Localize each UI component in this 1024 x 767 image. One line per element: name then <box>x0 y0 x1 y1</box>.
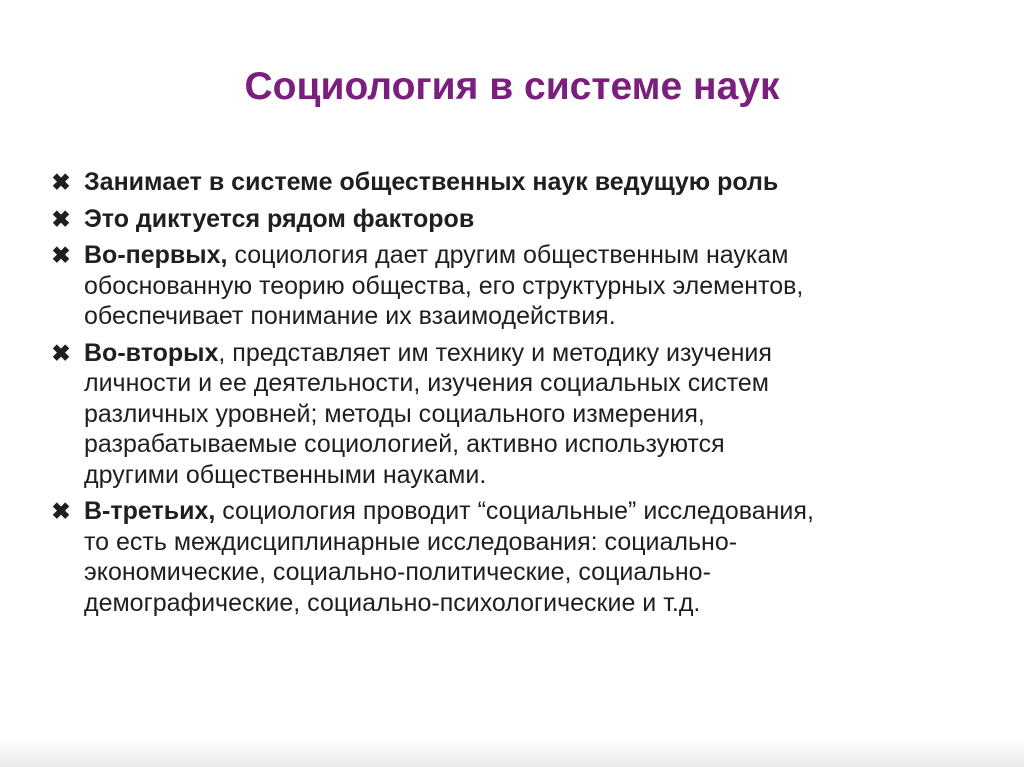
bullet-line <box>84 460 998 491</box>
bullet-bold-text: Занимает в системе общественных наук ведущую роль <box>84 168 779 196</box>
slide-title: Социология в системе наук <box>244 65 780 108</box>
bullet-text: социология проводит “социальные” исследования, <box>215 497 814 525</box>
bullet-item <box>48 496 998 618</box>
bullet-line <box>84 338 998 369</box>
x-mark-icon: ✖ <box>51 205 71 232</box>
bullet-text: обоснованную теорию общества, его структурных элементов, <box>84 271 804 300</box>
bullet-text: личности и ее деятельности, изучения социальных систем <box>84 369 769 397</box>
bullet-text: различных уровней; методы социального измерения, <box>84 399 705 428</box>
bullet-line <box>84 368 998 399</box>
bullet-bold-text: Во-вторых <box>84 338 219 367</box>
bullet-text: , представляет им технику и методику изучения <box>218 338 772 367</box>
bottom-shadow <box>0 737 1024 767</box>
bullet-bold-text: В-третьих, <box>84 497 216 525</box>
bullet-text: другими общественными науками. <box>84 460 487 489</box>
x-mark-icon: ✖ <box>51 339 71 366</box>
bullet-bold-text: Во-первых, <box>84 241 228 269</box>
x-mark-icon: ✖ <box>51 498 71 524</box>
x-mark-icon: ✖ <box>51 169 71 195</box>
bullet-list <box>48 167 998 624</box>
bullet-line <box>84 557 998 588</box>
bullet-line <box>84 527 998 558</box>
bullet-item <box>48 204 998 235</box>
bullet-line <box>84 496 998 527</box>
bullet-bold-text: Это диктуется рядом факторов <box>84 204 475 233</box>
bullet-line <box>84 271 998 302</box>
bullet-text: обеспечивает понимание их взаимодействия. <box>84 302 616 330</box>
bullet-item <box>48 338 998 491</box>
bullet-text: социология дает другим общественным наукам <box>227 241 789 269</box>
bullet-text: экономические, социально-политические, социально- <box>84 558 711 586</box>
bullet-text: то есть междисциплинарные исследования: социально- <box>84 527 738 556</box>
bullet-line <box>84 240 998 271</box>
x-mark-icon: ✖ <box>51 242 71 268</box>
bullet-item <box>48 167 998 198</box>
bullet-text: разрабатываемые социологией, активно используются <box>84 430 725 458</box>
bullet-line <box>84 167 998 198</box>
bullet-item <box>48 240 998 332</box>
bullet-line <box>84 204 998 235</box>
bullet-line <box>84 301 998 332</box>
bullet-line <box>84 588 998 619</box>
bullet-line <box>84 429 998 460</box>
bullet-line <box>84 399 998 430</box>
bullet-text: демографические, социально-психологические и т.д. <box>84 588 701 617</box>
